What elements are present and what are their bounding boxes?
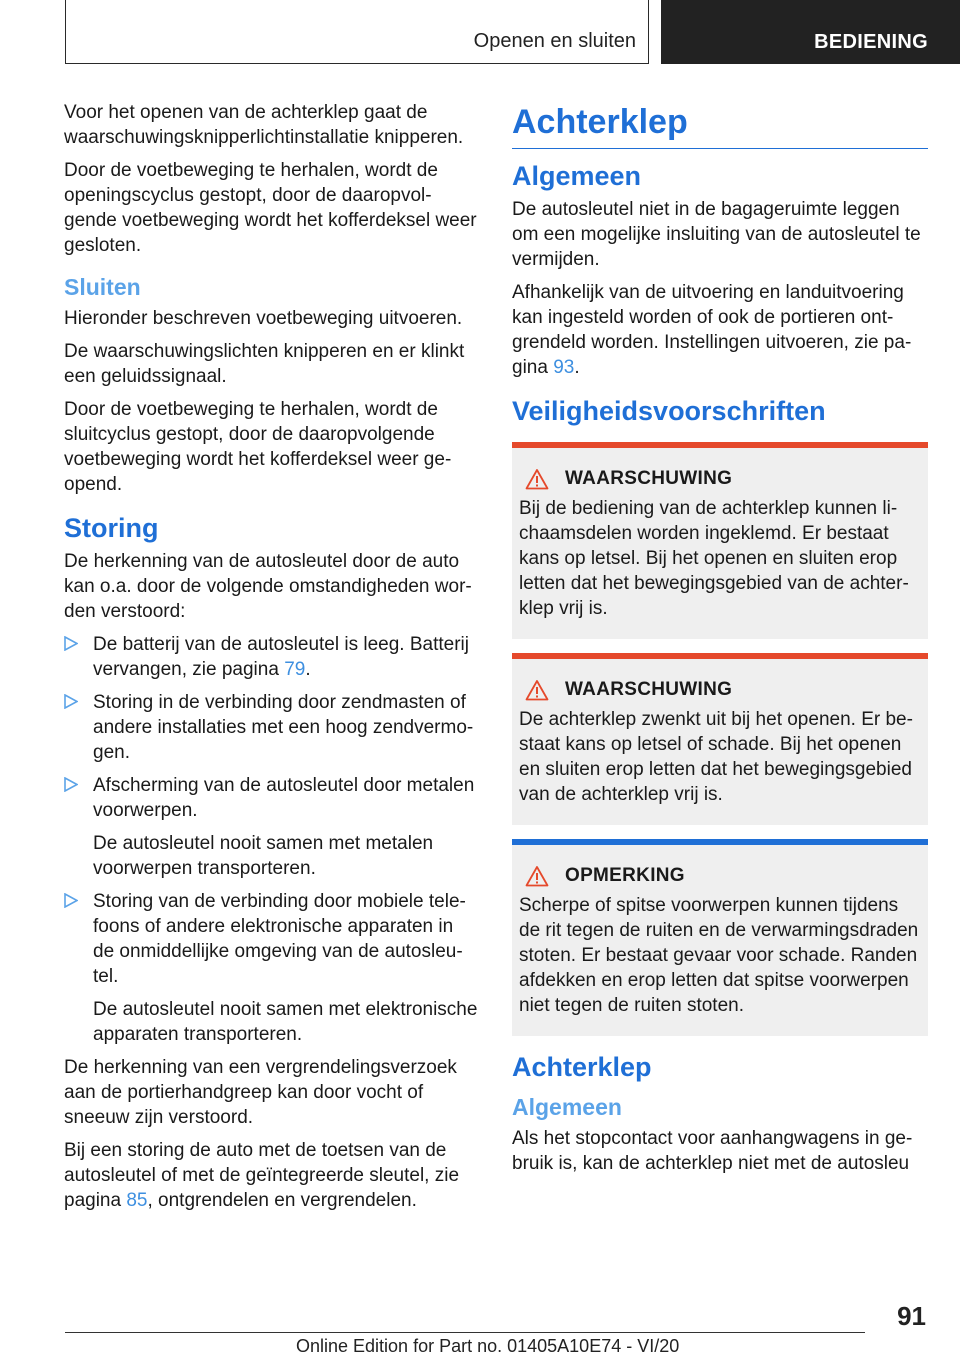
paragraph-text: Afhankelijk van de uitvoering en landuitvoering kan ingesteld worden of ook de portieren ontgrendeld worden. Instellingen uitvoeren, zie pagina: [512, 282, 912, 378]
paragraph: Hieronder beschreven voetbeweging uitvoeren.: [64, 308, 463, 329]
warning-box: [512, 442, 928, 639]
heading-veiligheidsvoorschriften: Veiligheidsvoorschriften: [512, 396, 826, 426]
paragraph: [64, 1138, 478, 1213]
list-item: [64, 690, 478, 765]
warning-text: De achterklep zwenkt uit bij het openen. Er bestaat kans op letsel of schade. Bij het openen en sluiten erop letten dat het bewegingsgebied van de achterklep vrij is.: [519, 709, 913, 805]
section-header-box: [65, 0, 649, 64]
storing-list: [64, 632, 478, 1047]
heading-sluiten: Sluiten: [64, 274, 141, 300]
triangle-bullet-icon: [64, 777, 78, 792]
paragraph-end: , ontgrendelen en vergrendelen.: [147, 1190, 417, 1211]
warning-box: [512, 653, 928, 825]
warning-triangle-icon: [525, 679, 549, 701]
list-item: [64, 632, 478, 682]
heading-achterklep: Achterklep: [512, 1052, 652, 1082]
chapter-heading-achterklep: Achterklep: [512, 100, 928, 149]
triangle-bullet-icon: [64, 636, 78, 651]
chapter-title: BEDIENING: [814, 31, 928, 53]
list-item-text: Afscherming van de autosleutel door metalen voorwerpen.: [93, 775, 475, 821]
warning-title: WAARSCHUWING: [565, 468, 733, 489]
triangle-bullet-icon: [64, 694, 78, 709]
footer-edition: Online Edition for Part no. 01405A10E74 - VI/20: [296, 1336, 680, 1356]
page-link-79[interactable]: 79: [284, 659, 306, 680]
paragraph: De autosleutel niet in de bagageruimte leggen om een mogelijke insluiting van de autosleutel te vermijden.: [512, 199, 921, 270]
note-box: [512, 839, 928, 1036]
page-number: 91: [897, 1301, 926, 1331]
page-header: [0, 0, 960, 66]
footer-divider: [65, 1332, 865, 1333]
page-link-85[interactable]: 85: [126, 1190, 148, 1211]
paragraph-text: Bij een storing de auto met de toetsen van de autosleutel of met de geïntegreerde sleutel, zie pagina: [64, 1140, 460, 1211]
list-item-continuation: De autosleutel nooit samen met elektronische apparaten transporteren.: [93, 999, 478, 1045]
heading-algemeen: Algemeen: [512, 161, 642, 191]
paragraph: De herkenning van een vergrendelingsverzoek aan de portierhandgreep kan door vocht of sneeuw zijn verstoord.: [64, 1057, 457, 1128]
list-item-text: De batterij van de autosleutel is leeg. Batterij vervangen, zie pagina: [93, 634, 469, 680]
list-item: [64, 773, 478, 881]
list-item-text: Storing van de verbinding door mobiele telefoons of andere elektronische apparaten in de onmiddellijke omgeving van de autosleutel.: [93, 891, 466, 987]
left-column: [64, 100, 478, 1221]
paragraph: [512, 280, 928, 380]
list-item: [64, 889, 478, 1047]
warning-triangle-icon: [525, 468, 549, 490]
paragraph-end: .: [574, 357, 580, 378]
warning-text: Bij de bediening van de achterklep kunnen lichaamsdelen worden ingeklemd. Er bestaat kans op letsel. Bij het openen en sluiten erop letten dat het bewegingsgebied van de achterklep vrij is.: [519, 498, 909, 619]
section-title: Openen en sluiten: [473, 30, 636, 52]
paragraph: Door de voetbeweging te herhalen, wordt de openingscyclus gestopt, door de daaropvolgende voetbeweging wordt het kofferdeksel weer gesloten.: [64, 160, 477, 256]
right-column: [512, 100, 928, 1184]
triangle-bullet-icon: [64, 893, 78, 908]
warning-title: WAARSCHUWING: [565, 679, 733, 700]
heading-algemeen: Algemeen: [512, 1094, 622, 1120]
paragraph: Door de voetbeweging te herhalen, wordt de sluitcyclus gestopt, door de daaropvolgende voetbeweging wordt het kofferdeksel weer geopend.: [64, 399, 452, 495]
list-item-text: Storing in de verbinding door zendmasten of andere installaties met een hoog zendvermogen.: [93, 692, 474, 763]
chapter-tab: [661, 0, 960, 64]
page-link-93[interactable]: 93: [553, 357, 575, 378]
paragraph: De herkenning van de autosleutel door de auto kan o.a. door de volgende omstandigheden worden verstoord:: [64, 551, 472, 622]
paragraph: Voor het openen van de achterklep gaat de waarschuwingsknipperlichtinstallatie knipperen.: [64, 102, 464, 148]
heading-storing: Storing: [64, 513, 159, 543]
paragraph: De waarschuwingslichten knipperen en er klinkt een geluidssignaal.: [64, 341, 465, 387]
list-item-end: .: [305, 659, 311, 680]
paragraph: Als het stopcontact voor aanhangwagens in gebruik is, kan de achterklep niet met de autosleu: [512, 1128, 913, 1174]
note-title: OPMERKING: [565, 865, 685, 886]
list-item-continuation: De autosleutel nooit samen met metalen voorwerpen transporteren.: [93, 833, 434, 879]
note-text: Scherpe of spitse voorwerpen kunnen tijdens de rit tegen de ruiten en de verwarmingsdraden stoten. Er bestaat gevaar voor schade. Randen afdekken en erop letten dat spitse voorwerpen niet tegen de ruiten stoten.: [519, 895, 919, 1016]
warning-triangle-icon: [525, 865, 549, 887]
